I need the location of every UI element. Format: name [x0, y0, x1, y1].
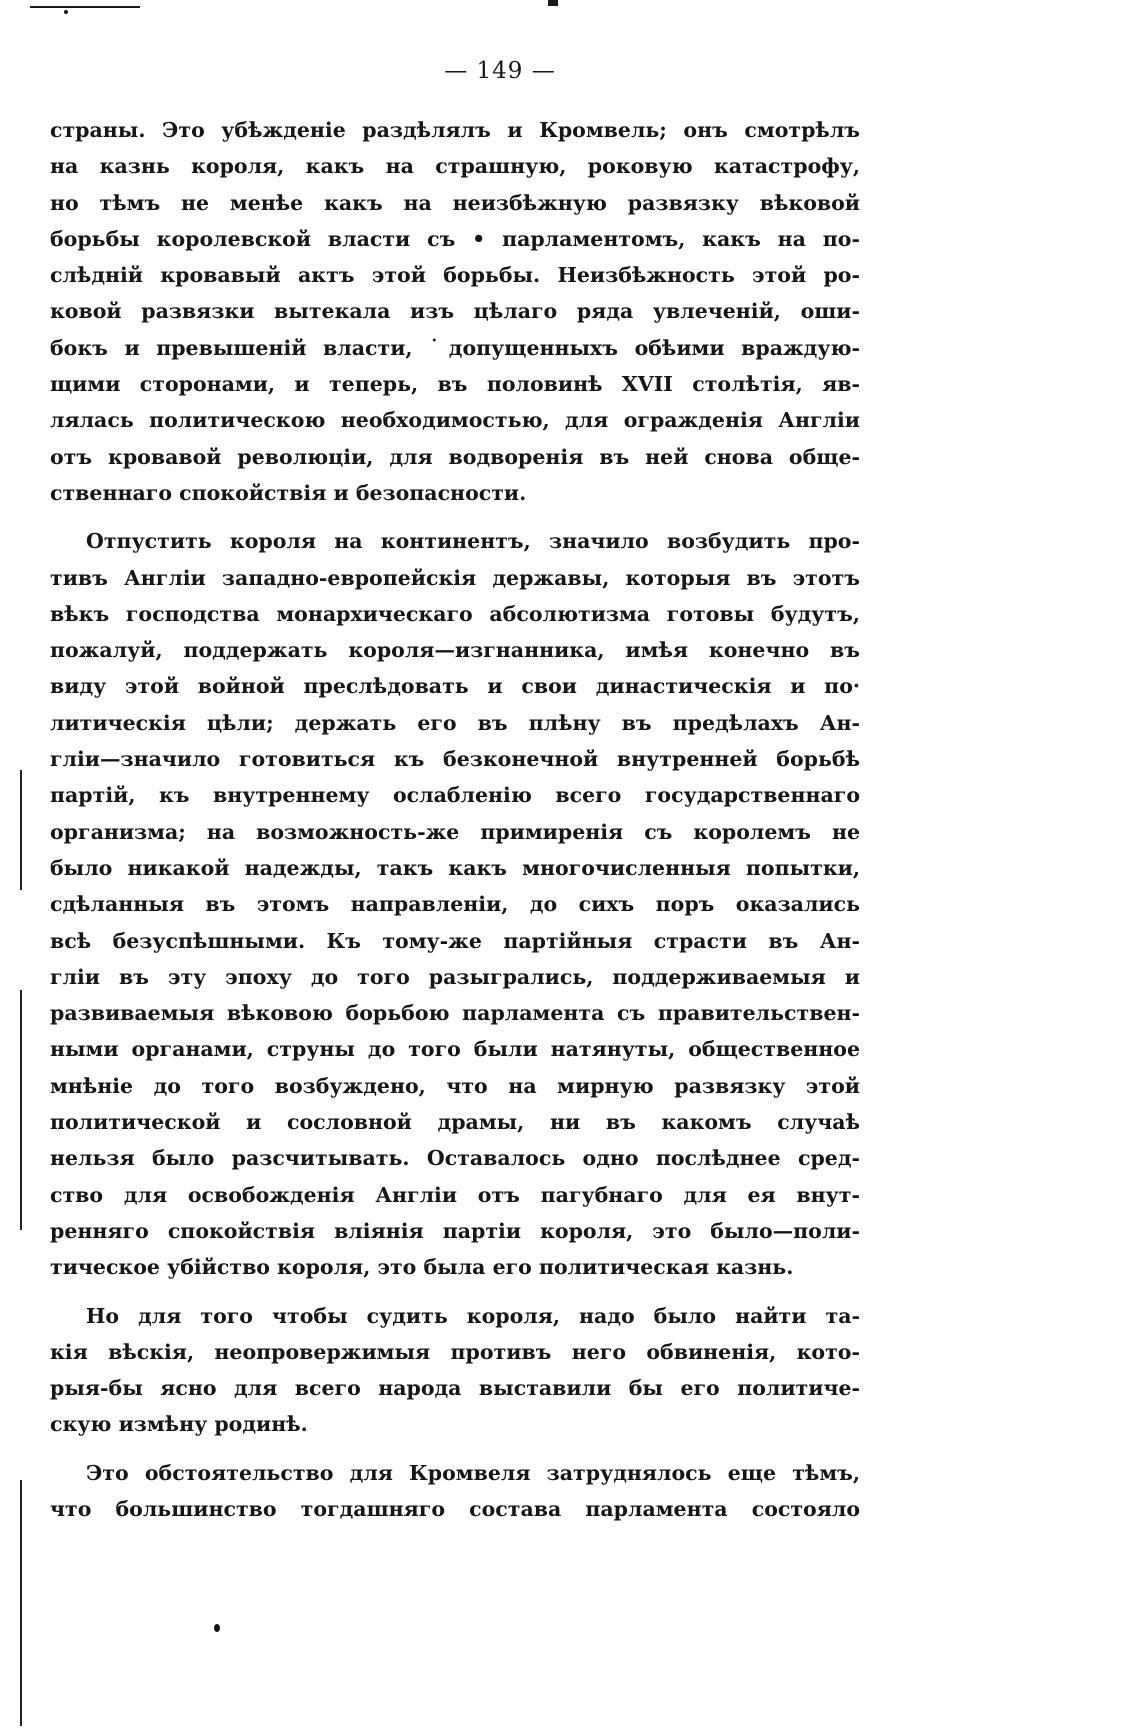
text-line: ковой развязки вытекала изъ цѣлаго ряда увлеченій, оши-	[50, 299, 860, 324]
text-line: ренняго спокойствія вліянія партіи короля, это было—поли-	[50, 1218, 860, 1243]
text-line: тическое убійство короля, это была его политическая казнь.	[50, 1255, 794, 1280]
text-line: отъ кровавой революціи, для водворенія въ ней снова обще-	[50, 444, 860, 469]
text-line: слѣдній кровавый актъ этой борьбы. Неизбѣжность этой ро-	[50, 263, 860, 288]
text-line: рыя-бы ясно для всего народа выставили бы его политиче-	[50, 1376, 860, 1401]
text-line: было никакой надежды, такъ какъ многочисленныя попытки,	[50, 855, 860, 880]
text-line: борьбы королевской власти съ • парламентомъ, какъ на по-	[50, 226, 860, 251]
text-line: Это обстоятельство для Кромвеля затруднялось еще тѣмъ,	[86, 1460, 860, 1485]
body-text	[50, 112, 860, 1539]
scan-artifact-top-left	[30, 6, 140, 8]
text-line: всѣ безуспѣшными. Къ тому-же партійныя страсти въ Ан-	[50, 928, 860, 953]
text-line: сдѣланныя въ этомъ направленіи, до сихъ поръ оказались	[50, 892, 860, 917]
paragraph-3	[50, 1298, 860, 1443]
text-line: что большинство тогдашняго состава парламента состояло	[50, 1496, 860, 1521]
text-line: тивъ Англіи западно-европейскія державы, которыя въ этотъ	[50, 565, 860, 590]
text-line: виду этой войной преслѣдовать и свои династическія и по·	[50, 674, 860, 699]
text-line: гліи—значило готовиться къ безконечной внутренней борьбѣ	[50, 747, 860, 772]
text-line: на казнь короля, какъ на страшную, роковую катастрофу,	[50, 154, 860, 179]
text-line: ственнаго спокойствія и безопасности.	[50, 480, 527, 505]
ink-dot	[214, 1624, 220, 1632]
text-line: бокъ и превышеній власти, ˙допущенныхъ обѣими враждую-	[50, 335, 860, 360]
text-line: мнѣніе до того возбуждено, что на мирную развязку этой	[50, 1073, 860, 1098]
text-line: кія вѣскія, неопровержимыя противъ него обвиненія, кото-	[50, 1339, 860, 1364]
paragraph-4	[50, 1455, 860, 1528]
text-line: Отпустить короля на континентъ, значило возбудить про-	[86, 529, 860, 554]
left-edge-line-1	[20, 770, 22, 890]
scan-artifact-top-dot	[64, 10, 68, 14]
text-line: гліи въ эту эпоху до того разыгрались, поддерживаемыя и	[50, 964, 860, 989]
left-edge-line-3	[20, 1480, 22, 1726]
text-line: Но для того чтобы судить короля, надо было найти та-	[86, 1303, 860, 1328]
text-line: лялась политическою необходимостью, для огражденія Англіи	[50, 408, 860, 433]
page-number: — 149 —	[444, 58, 556, 84]
left-edge-line-2	[20, 990, 22, 1230]
text-line: щими сторонами, и теперь, въ половинѣ XVII столѣтія, яв-	[50, 372, 860, 397]
text-line: организма; на возможность-же примиренія съ королемъ не	[50, 819, 860, 844]
scan-artifact-top-mid	[548, 0, 558, 6]
text-line: развиваемыя вѣковою борьбою парламента съ правительствен-	[50, 1001, 860, 1026]
text-line: пожалуй, поддержать короля—изгнанника, имѣя конечно въ	[50, 638, 860, 663]
text-line: вѣкъ господства монархическаго абсолютизма готовы будутъ,	[50, 601, 860, 626]
text-line: ными органами, струны до того были натянуты, общественное	[50, 1037, 860, 1062]
text-line: политической и сословной драмы, ни въ какомъ случаѣ	[50, 1110, 860, 1135]
text-line: нельзя было разсчитывать. Оставалось одно послѣднее сред-	[50, 1146, 860, 1171]
paragraph-1	[50, 112, 860, 511]
text-line: партій, къ внутреннему ослабленію всего государственнаго	[50, 783, 860, 808]
text-line: литическія цѣли; держать его въ плѣну въ предѣлахъ Ан-	[50, 710, 860, 735]
text-line: скую измѣну родинѣ.	[50, 1412, 308, 1437]
paragraph-2	[50, 523, 860, 1285]
text-line: но тѣмъ не менѣе какъ на неизбѣжную развязку вѣковой	[50, 190, 860, 215]
text-line: ство для освобожденія Англіи отъ пагубнаго для ея внут-	[50, 1182, 860, 1207]
text-line: страны. Это убѣжденіе раздѣлялъ и Кромвель; онъ смотрѣлъ	[50, 118, 860, 142]
